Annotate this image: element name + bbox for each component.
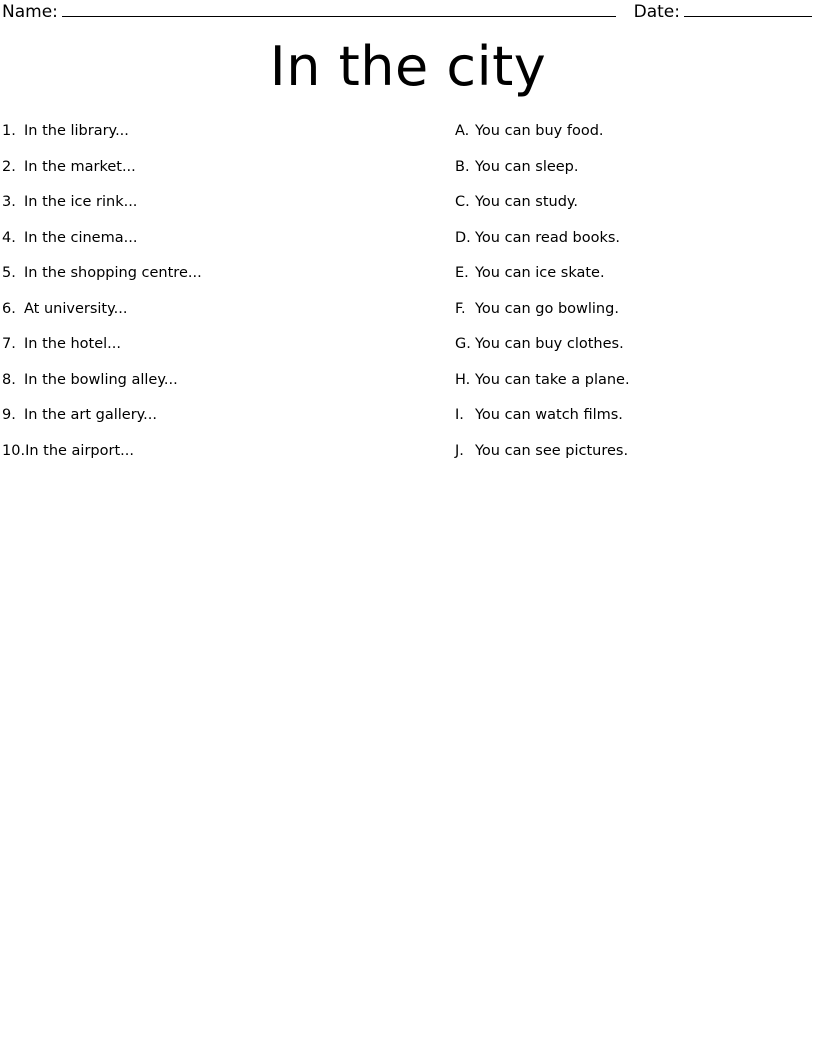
list-item-marker: H. xyxy=(455,371,471,388)
answers-column xyxy=(455,124,816,479)
list-item-label: At university... xyxy=(24,300,128,317)
list-item-label: You can ice skate. xyxy=(475,265,605,282)
list-item xyxy=(2,444,455,459)
list-item-marker: D. xyxy=(455,229,471,246)
list-item-label: In the market... xyxy=(24,158,136,175)
list-item-marker: 3. xyxy=(2,194,16,211)
list-item xyxy=(455,124,816,139)
list-item xyxy=(455,337,816,352)
list-item xyxy=(2,160,455,175)
list-item xyxy=(2,266,455,281)
matching-exercise xyxy=(0,124,816,479)
list-item xyxy=(455,266,816,281)
list-item-label: In the cinema... xyxy=(24,229,138,246)
list-item xyxy=(2,373,455,388)
list-item-marker: 1. xyxy=(2,123,16,140)
list-item-marker: 5. xyxy=(2,265,16,282)
list-item-label: In the library... xyxy=(24,123,129,140)
list-item-label: You can buy food. xyxy=(475,123,604,140)
list-item-marker: B. xyxy=(455,158,470,175)
list-item xyxy=(455,444,816,459)
list-item-marker: E. xyxy=(455,265,469,282)
list-item-marker: F. xyxy=(455,300,466,317)
student-info-row xyxy=(0,2,816,22)
list-item xyxy=(455,160,816,175)
list-item xyxy=(455,195,816,210)
list-item-label: You can take a plane. xyxy=(475,371,630,388)
list-item xyxy=(2,408,455,423)
list-item-label: In the bowling alley... xyxy=(24,371,178,388)
list-item-label: In the ice rink... xyxy=(24,194,138,211)
list-item-marker: 7. xyxy=(2,336,16,353)
list-item xyxy=(2,195,455,210)
name-label: Name: xyxy=(2,2,58,22)
list-item-marker: G. xyxy=(455,336,471,353)
list-item-marker: 6. xyxy=(2,300,16,317)
list-item-marker: C. xyxy=(455,194,470,211)
list-item-label: You can buy clothes. xyxy=(475,336,624,353)
list-item-marker: 8. xyxy=(2,371,16,388)
list-item-label: You can go bowling. xyxy=(475,300,619,317)
worksheet-page xyxy=(0,2,816,1058)
list-item-label: In the airport... xyxy=(25,442,134,459)
list-item xyxy=(2,231,455,246)
list-item-label: In the shopping centre... xyxy=(24,265,202,282)
list-item-label: You can study. xyxy=(475,194,579,211)
list-item-marker: 10. xyxy=(2,442,26,459)
prompts-column xyxy=(0,124,455,479)
list-item-marker: J. xyxy=(455,442,464,459)
date-write-in-line[interactable] xyxy=(684,3,812,17)
list-item-label: You can sleep. xyxy=(475,158,579,175)
list-item xyxy=(2,337,455,352)
list-item-marker: 9. xyxy=(2,407,16,424)
date-label: Date: xyxy=(633,2,680,22)
list-item xyxy=(455,302,816,317)
list-item-marker: 4. xyxy=(2,229,16,246)
list-item-marker: A. xyxy=(455,123,470,140)
list-item xyxy=(2,302,455,317)
list-item-label: In the hotel... xyxy=(24,336,122,353)
list-item xyxy=(455,231,816,246)
page-title: In the city xyxy=(269,35,547,98)
list-item-marker: 2. xyxy=(2,158,16,175)
list-item-label: You can see pictures. xyxy=(475,442,629,459)
list-item xyxy=(2,124,455,139)
list-item xyxy=(455,373,816,388)
list-item-label: In the art gallery... xyxy=(24,407,157,424)
name-write-in-line[interactable] xyxy=(62,3,616,17)
list-item xyxy=(455,408,816,423)
list-item-label: You can read books. xyxy=(475,229,621,246)
list-item-marker: I. xyxy=(455,407,464,424)
list-item-label: You can watch films. xyxy=(475,407,623,424)
